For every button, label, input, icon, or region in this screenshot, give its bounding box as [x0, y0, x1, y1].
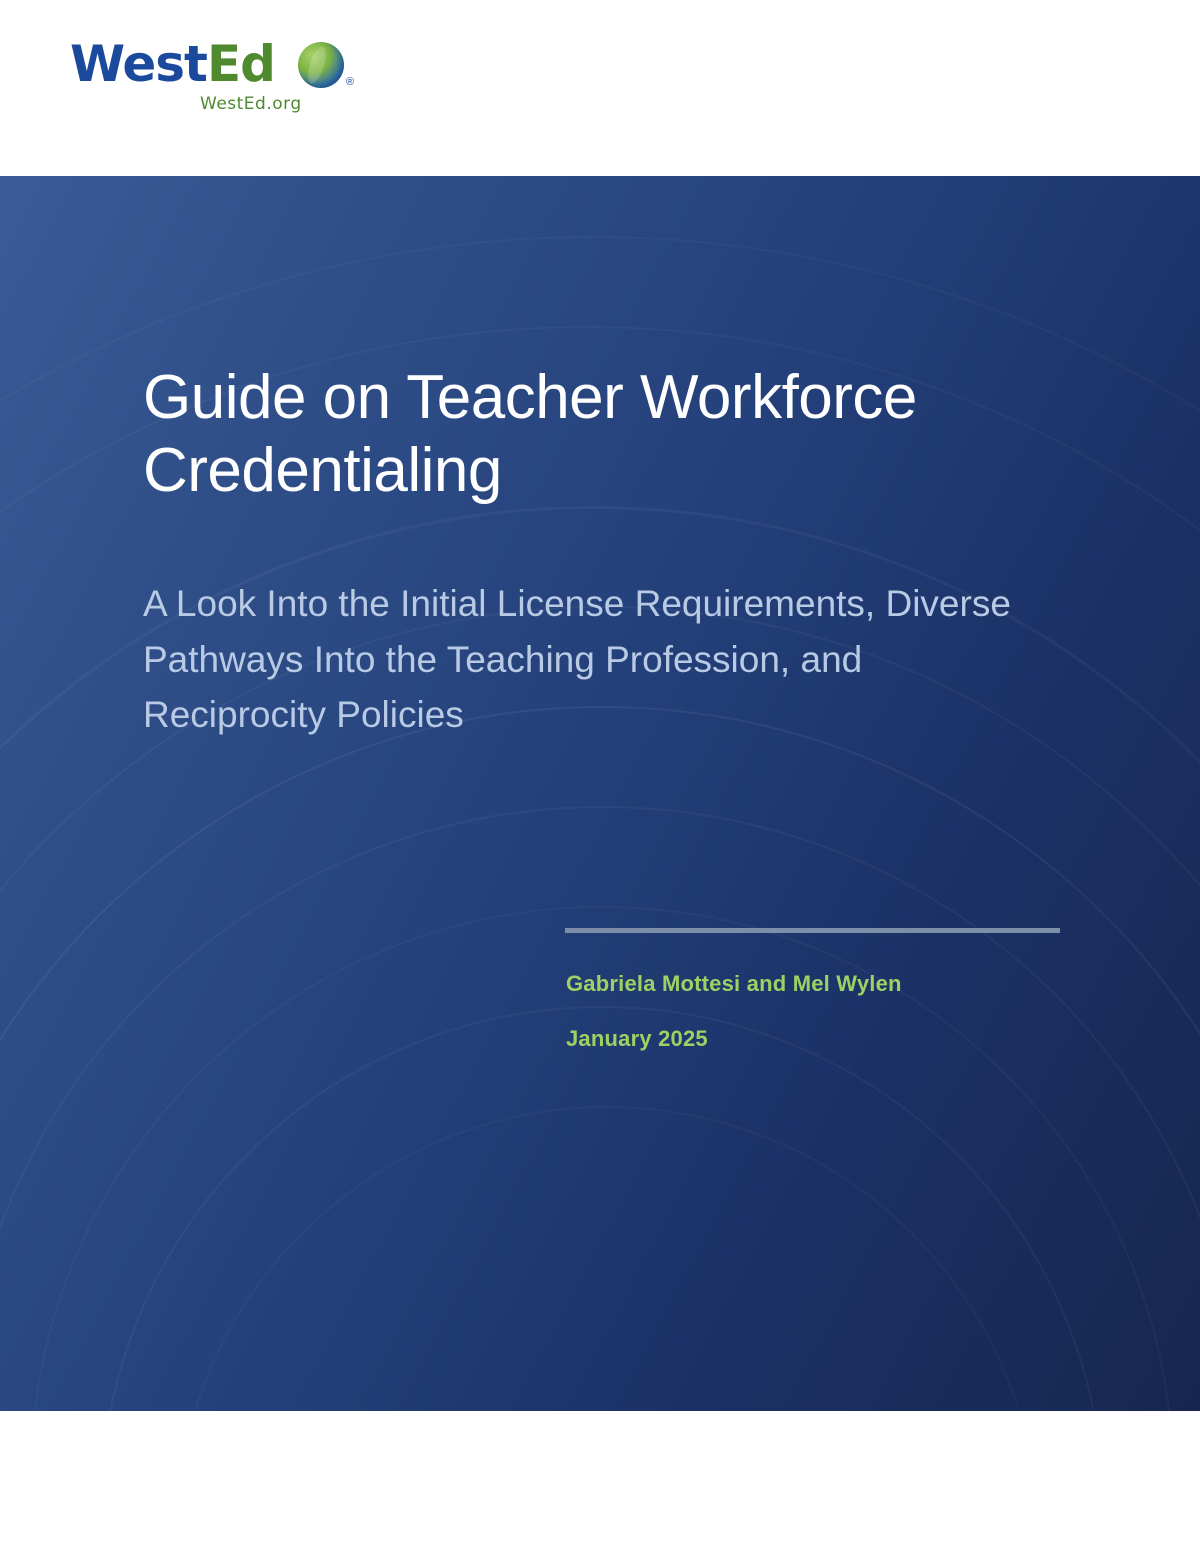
- header-band: [0, 0, 1200, 176]
- divider: [565, 928, 1060, 933]
- footer-band: [0, 1411, 1200, 1553]
- wordmark-west: West: [70, 35, 207, 93]
- registered-mark: ®: [346, 76, 355, 88]
- cover-panel: [0, 176, 1200, 1411]
- wested-globe-icon: [298, 42, 344, 88]
- page-subtitle: A Look Into the Initial License Requirements, Diverse Pathways Into the Teaching Profession, and Reciprocity Policies: [143, 583, 1011, 735]
- wested-logo: [70, 36, 360, 121]
- authors: Gabriela Mottesi and Mel Wylen: [566, 971, 902, 996]
- page-title: Guide on Teacher Workforce Credentialing: [143, 363, 917, 506]
- wested-url: WestEd.org: [200, 94, 302, 114]
- publication-date: January 2025: [566, 1026, 708, 1051]
- wordmark-ed: Ed: [206, 35, 275, 93]
